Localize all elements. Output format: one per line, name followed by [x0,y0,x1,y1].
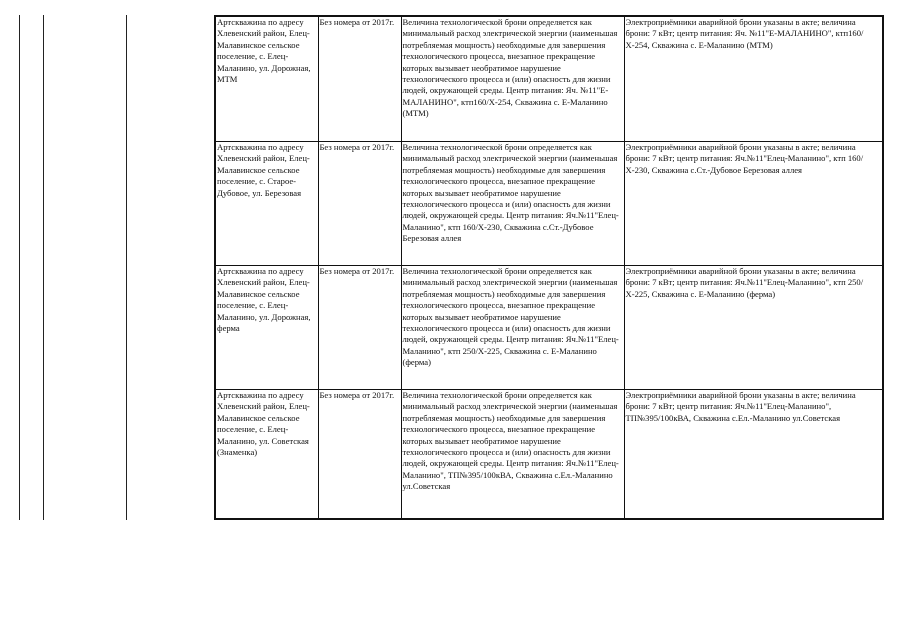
reserve-note-cell: Электроприёмники аварийной брони указаны в акте; величина брони: 7 кВт; центр питания: Яч.№11"Елец-Маланино", ктп 160/Х-230, Скважина с.Ст.-Дубовое Березовая аллея [624,142,883,266]
document-number-cell: Без номера от 2017г. [318,266,401,390]
reserve-note-cell: Электроприёмники аварийной брони указаны в акте; величина брони: 7 кВт; центр питания: Яч. №11"Е-МАЛАНИНО", ктп160/Х-254, Скважина с. Е-Маланино (МТМ) [624,16,883,142]
left-table-border-line [19,15,20,520]
emergency-reserve-table [214,15,884,520]
table-row [215,390,883,520]
document-number-cell: Без номера от 2017г. [318,390,401,520]
address-cell: Артскважина по адресу Хлевенский район, Елец-Малавинское сельское поселение, с. Елец-Маланино, ул. Дорожная, МТМ [215,16,318,142]
left-table-column-line [43,15,44,520]
reserve-value-cell: Величина технологической брони определяется как минимальный расход электрической энергии (наименьшая потребляемая мощность) необходимые для завершения технологического процесса, внезапное прекращение которых вызывает необратимое нарушение технологического процесса и (или) опасность для жизни людей, окружающей среды. Центр питания: Яч. №11"Е-МАЛАНИНО", ктп160/Х-254, Скважина с. Е-Маланино (МТМ) [401,16,624,142]
reserve-value-cell: Величина технологической брони определяется как минимальный расход электрической энергии (наименьшая потребляемая мощность) необходимые для завершения технологического процесса, внезапное прекращение которых вызывает необратимое нарушение технологического процесса и (или) опасность для жизни людей, окружающей среды. Центр питания: Яч.№11"Елец-Маланино", ТП№395/100кВА, Скважина с.Ел.-Маланино ул.Советская [401,390,624,520]
reserve-value-cell: Величина технологической брони определяется как минимальный расход электрической энергии (наименьшая потребляемая мощность) необходимые для завершения технологического процесса, внезапное прекращение которых вызывает необратимое нарушение технологического процесса и (или) опасность для жизни людей, окружающей среды. Центр питания: Яч.№11"Елец-Маланино", ктп 160/Х-230, Скважина с.Ст.-Дубовое Березовая аллея [401,142,624,266]
left-table-column-line [126,15,127,520]
document-number-cell: Без номера от 2017г. [318,16,401,142]
address-cell: Артскважина по адресу Хлевенский район, Елец-Малавинское сельское поселение, с. Елец-Маланино, ул. Дорожная, ферма [215,266,318,390]
table-row [215,266,883,390]
table-row [215,16,883,142]
reserve-note-cell: Электроприёмники аварийной брони указаны в акте; величина брони: 7 кВт; центр питания: Яч.№11"Елец-Маланино", ТП№395/100кВА, Скважина с.Ел.-Маланино ул.Советская [624,390,883,520]
reserve-note-cell: Электроприёмники аварийной брони указаны в акте; величина брони: 7 кВт; центр питания: Яч.№11"Елец-Маланино", ктп 250/Х-225, Скважина с. Е-Маланино (ферма) [624,266,883,390]
address-cell: Артскважина по адресу Хлевенский район, Елец-Малавинское сельское поселение, с. Старое-Дубовое, ул. Березовая [215,142,318,266]
document-number-cell: Без номера от 2017г. [318,142,401,266]
address-cell: Артскважина по адресу Хлевенский район, Елец-Малавинское сельское поселение, с. Елец-Маланино, ул. Советская (Знаменка) [215,390,318,520]
reserve-value-cell: Величина технологической брони определяется как минимальный расход электрической энергии (наименьшая потребляемая мощность) необходимые для завершения технологического процесса, внезапное прекращение которых вызывает необратимое нарушение технологического процесса и (или) опасность для жизни людей, окружающей среды. Центр питания: Яч.№11"Елец-Маланино", ктп 250/Х-225, Скважина с. Е-Маланино (ферма) [401,266,624,390]
table-row [215,142,883,266]
